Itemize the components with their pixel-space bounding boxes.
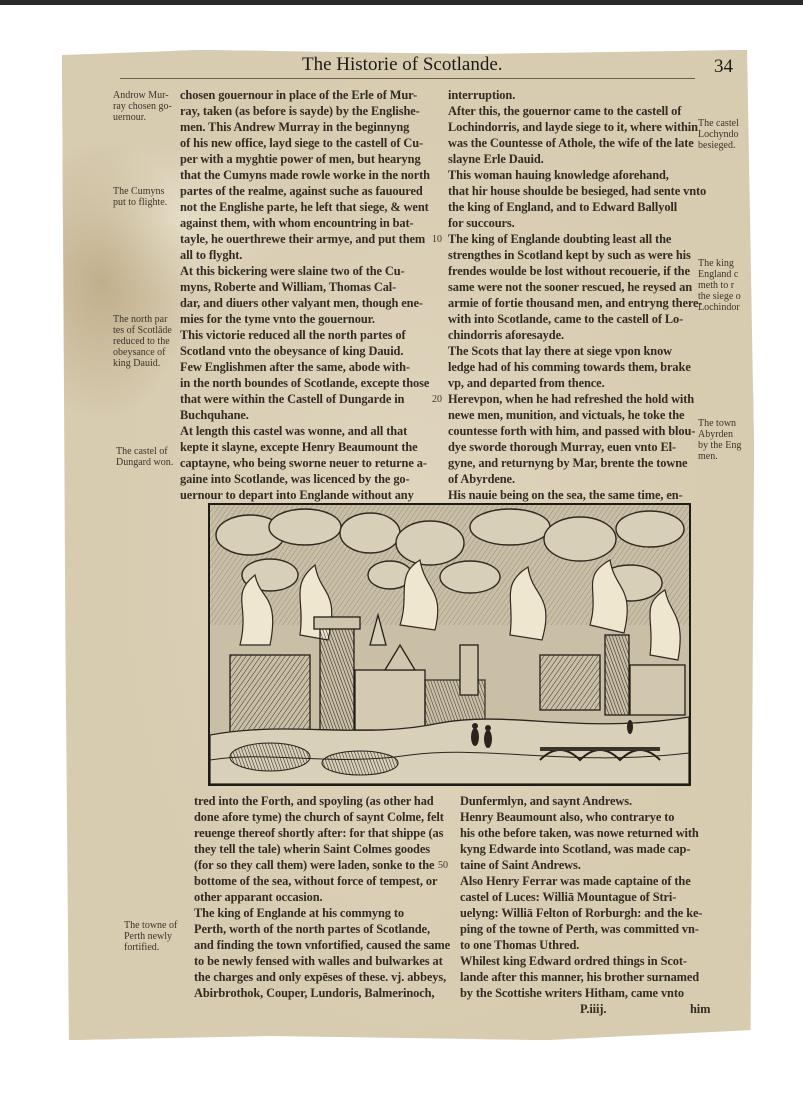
text-line: the charges and only expēses of these. vj. abbeys, — [194, 970, 447, 984]
text-line: At this bickering were slaine two of the Cu- — [180, 264, 405, 278]
margin-note-dungard: The castel of Dungard won. — [116, 446, 174, 468]
text-line: men. This Andrew Murray in the beginnyng — [180, 120, 410, 134]
text-line: of his new office, layd siege to the castell of Cu- — [180, 136, 424, 150]
burning-town-picture — [210, 505, 689, 784]
text-line: At length this castel was wonne, and all that — [180, 424, 408, 438]
text-line: ledge had of his comming towards them, brake — [448, 360, 691, 374]
text-line: kyng Edwarde into Scotland, was made cap- — [460, 842, 691, 856]
text-line: with into Scotlande, came to the castell of Lo- — [448, 312, 684, 326]
text-line: ray, taken (as before is sayde) by the Englishe- — [180, 104, 420, 118]
text-line: Herevpon, when he had refreshed the hold with — [448, 392, 695, 406]
line-number: 10 — [432, 234, 442, 245]
text-line: dar, and diuers other valyant men, though ene- — [180, 296, 423, 310]
text-line: Buchquhane. — [180, 408, 249, 422]
text-line: Perth, worth of the north partes of Scotlande, — [194, 922, 430, 936]
text-line: the king of England, and to Edward Ballyoll — [448, 200, 678, 214]
text-line: ping of the towne of Perth, was committed vn- — [460, 922, 699, 936]
text-line: they tell the tale) wherin Saint Colmes goodes — [194, 842, 430, 856]
text-line: reuenge thereof shortly after: for that shippe (as — [194, 826, 444, 840]
text-line: uelyng: Williā Felton of Rorburgh: and the ke- — [460, 906, 703, 920]
text-line: This victorie reduced all the north partes of — [180, 328, 406, 342]
text-line: to be newly fensed with walles and bulwarkes at — [194, 954, 443, 968]
text-line: other apparant occasion. — [194, 890, 323, 904]
text-line: that hir house shoulde be besieged, had sente vnto — [448, 184, 707, 198]
text-line: that the Cumyns made rowle worke in the north — [180, 168, 430, 182]
text-line: chosen gouernour in place of the Erle of Mur- — [180, 88, 418, 102]
text-line: his othe before taken, was nowe returned with — [460, 826, 699, 840]
text-line: gaine into Scotlande, was licenced by the go- — [180, 472, 410, 486]
text-line: gyne, and returnyng by Mar, brente the towne — [448, 456, 688, 470]
text-line: in the north boundes of Scotlande, excepte those — [180, 376, 430, 390]
text-line: per with a myghtie power of men, but hearyng — [180, 152, 421, 166]
text-line: same were not the sooner rescued, he reysed an — [448, 280, 692, 294]
text-line: His nauie being on the sea, the same time, en- — [448, 488, 683, 502]
text-line: of Abyrdene. — [448, 472, 515, 486]
text-line: dye sworde thorough Murray, euen vnto El- — [448, 440, 677, 454]
text-line: Also Henry Ferrar was made captaine of the — [460, 874, 691, 888]
text-line: to one Thomas Uthred. — [460, 938, 580, 952]
text-line: (for so they call them) were laden, sonke to the — [194, 858, 435, 872]
text-line: all to flyght. — [180, 248, 243, 262]
margin-note-perth: The towne of Perth newly fortified. — [124, 920, 178, 953]
text-line: by the Scottishe writers Hitham, came vnto — [460, 986, 684, 1000]
text-line: castel of Luces: Williā Mountague of Stri- — [460, 890, 677, 904]
text-line: strengthes in Scotland kept by such as were his — [448, 248, 691, 262]
running-title: The Historie of Scotlande. — [302, 54, 503, 75]
text-line: The Scots that lay there at siege vpon know — [448, 344, 673, 358]
text-line: frendes woulde be lost without recouerie, if the — [448, 264, 690, 278]
margin-note-cumyns: The Cumyns put to flighte. — [113, 186, 168, 208]
margin-note-king-england: The king England c meth to r the siege o Lochindor — [698, 258, 741, 313]
margin-note-north-parts: The north par tes of Scotlāde reduced to the obeysance of king Dauid. — [113, 314, 172, 369]
text-line: armie of fortie thousand men, and entryng there- — [448, 296, 703, 310]
page-number: 34 — [714, 56, 733, 77]
text-line: tred into the Forth, and spoyling (as other had — [194, 794, 434, 808]
text-line: partes of the realme, against suche as fauoured — [180, 184, 423, 198]
text-line: against them, with whom encountring in bat- — [180, 216, 414, 230]
text-line: taine of Saint Andrews. — [460, 858, 581, 872]
text-line: uernour to depart into Englande without any — [180, 488, 414, 502]
text-line: interruption. — [448, 88, 516, 102]
text-line: was the Countesse of Athole, the wife of the late — [448, 136, 694, 150]
text-line: mies for the tyme vnto the gouernour. — [180, 312, 375, 326]
text-line: and finding the town vnfortified, caused the same — [194, 938, 451, 952]
text-line: done afore tyme) the church of saynt Colme, felt — [194, 810, 444, 824]
text-line: myns, Roberte and William, Thomas Cal- — [180, 280, 397, 294]
text-line: vp, and departed from thence. — [448, 376, 605, 390]
text-line: that were within the Castell of Dungarde in — [180, 392, 405, 406]
text-line: lande after this manner, his brother surnamed — [460, 970, 700, 984]
text-line: for succours. — [448, 216, 515, 230]
line-number: 50 — [438, 860, 448, 871]
text-line: The king of Englande at his commyng to — [194, 906, 404, 920]
woodcut-illustration — [208, 503, 691, 786]
text-line: not the Englishe parte, he left that siege, & went — [180, 200, 429, 214]
text-line: tayle, he ouerthrewe their armye, and put them — [180, 232, 426, 246]
margin-note-lochyndor: The castel Lochyndo besieged. — [698, 118, 739, 151]
text-line: Whilest king Edward ordred things in Scot- — [460, 954, 687, 968]
text-line: captayne, who being sworne neuer to returne a- — [180, 456, 427, 470]
top-border — [0, 0, 803, 5]
text-line: Few Englishmen after the same, abode with- — [180, 360, 410, 374]
margin-note-murray: Androw Mur- ray chosen go- uernour. — [113, 90, 172, 123]
catchword: him — [690, 1002, 711, 1016]
text-line: kepte it slayne, excepte Henry Beaumount the — [180, 440, 418, 454]
signature-mark: P.iiij. — [580, 1002, 607, 1016]
text-line: Dunfermlyn, and saynt Andrews. — [460, 794, 632, 808]
text-line: The king of Englande doubting least all the — [448, 232, 672, 246]
text-line: countesse forth with him, and passed with blou- — [448, 424, 696, 438]
text-line: Henry Beaumount also, who contrarye to — [460, 810, 675, 824]
text-line: bottome of the sea, without force of tempest, or — [194, 874, 438, 888]
text-line: chindorris aforesayde. — [448, 328, 564, 342]
text-line: After this, the gouernor came to the castell of — [448, 104, 682, 118]
text-line: This woman hauing knowledge aforehand, — [448, 168, 669, 182]
text-line: slayne Erle Dauid. — [448, 152, 544, 166]
text-line: Scotland vnto the obeysance of king Dauid. — [180, 344, 404, 358]
text-line: Lochindorris, and layde siege to it, where within — [448, 120, 698, 134]
text-line: Abirbrothok, Couper, Lundoris, Balmerinoch, — [194, 986, 435, 1000]
text-line: newe men, munition, and victuals, he toke the — [448, 408, 685, 422]
margin-note-abyrden: The town Abyrden by the Eng men. — [698, 418, 742, 462]
line-number: 20 — [432, 394, 442, 405]
header-rule — [120, 78, 695, 79]
